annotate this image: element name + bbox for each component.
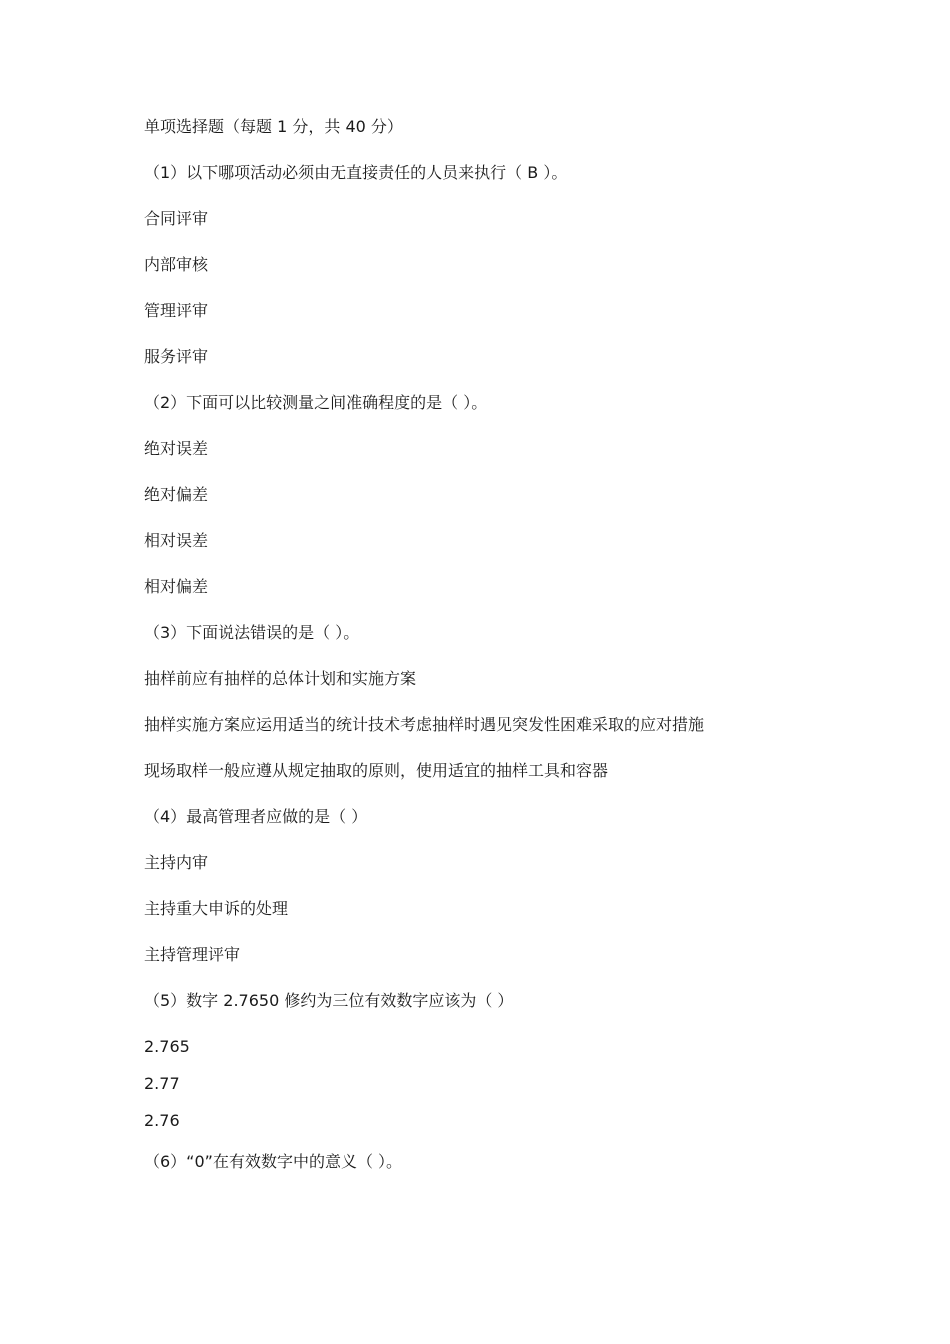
question-1-option: 服务评审 — [144, 347, 209, 366]
question-2-option: 相对偏差 — [144, 577, 209, 596]
question-4-stem: （4）最高管理者应做的是（ ） — [144, 807, 368, 826]
question-1-stem: （1）以下哪项活动必须由无直接责任的人员来执行（ B ）。 — [144, 163, 568, 182]
section-title: 单项选择题（每题 1 分，共 40 分） — [144, 117, 403, 136]
question-1-option: 合同评审 — [144, 209, 209, 228]
question-4-option: 主持内审 — [144, 853, 209, 872]
question-3-option: 现场取样一般应遵从规定抽取的原则，使用适宜的抽样工具和容器 — [144, 761, 609, 780]
question-4-option: 主持管理评审 — [144, 945, 241, 964]
question-2-option: 绝对偏差 — [144, 485, 209, 504]
question-5-option: 2.765 — [144, 1037, 190, 1056]
question-5-stem: （5）数字 2.7650 修约为三位有效数字应该为（ ） — [144, 991, 514, 1010]
question-3-option: 抽样前应有抽样的总体计划和实施方案 — [144, 669, 417, 688]
document-content — [144, 114, 844, 1195]
question-2-stem: （2）下面可以比较测量之间准确程度的是（ ）。 — [144, 393, 488, 412]
question-1-option: 内部审核 — [144, 255, 209, 274]
question-6-stem: （6）“0”在有效数字中的意义（ ）。 — [144, 1152, 403, 1171]
question-2-option: 相对误差 — [144, 531, 209, 550]
question-3-stem: （3）下面说法错误的是（ ）。 — [144, 623, 360, 642]
question-3-option: 抽样实施方案应运用适当的统计技术考虑抽样时遇见突发性困难采取的应对措施 — [144, 715, 705, 734]
question-4-option: 主持重大申诉的处理 — [144, 899, 289, 918]
question-5-option: 2.76 — [144, 1111, 180, 1130]
question-2-option: 绝对误差 — [144, 439, 209, 458]
question-5-option: 2.77 — [144, 1074, 180, 1093]
question-1-option: 管理评审 — [144, 301, 209, 320]
